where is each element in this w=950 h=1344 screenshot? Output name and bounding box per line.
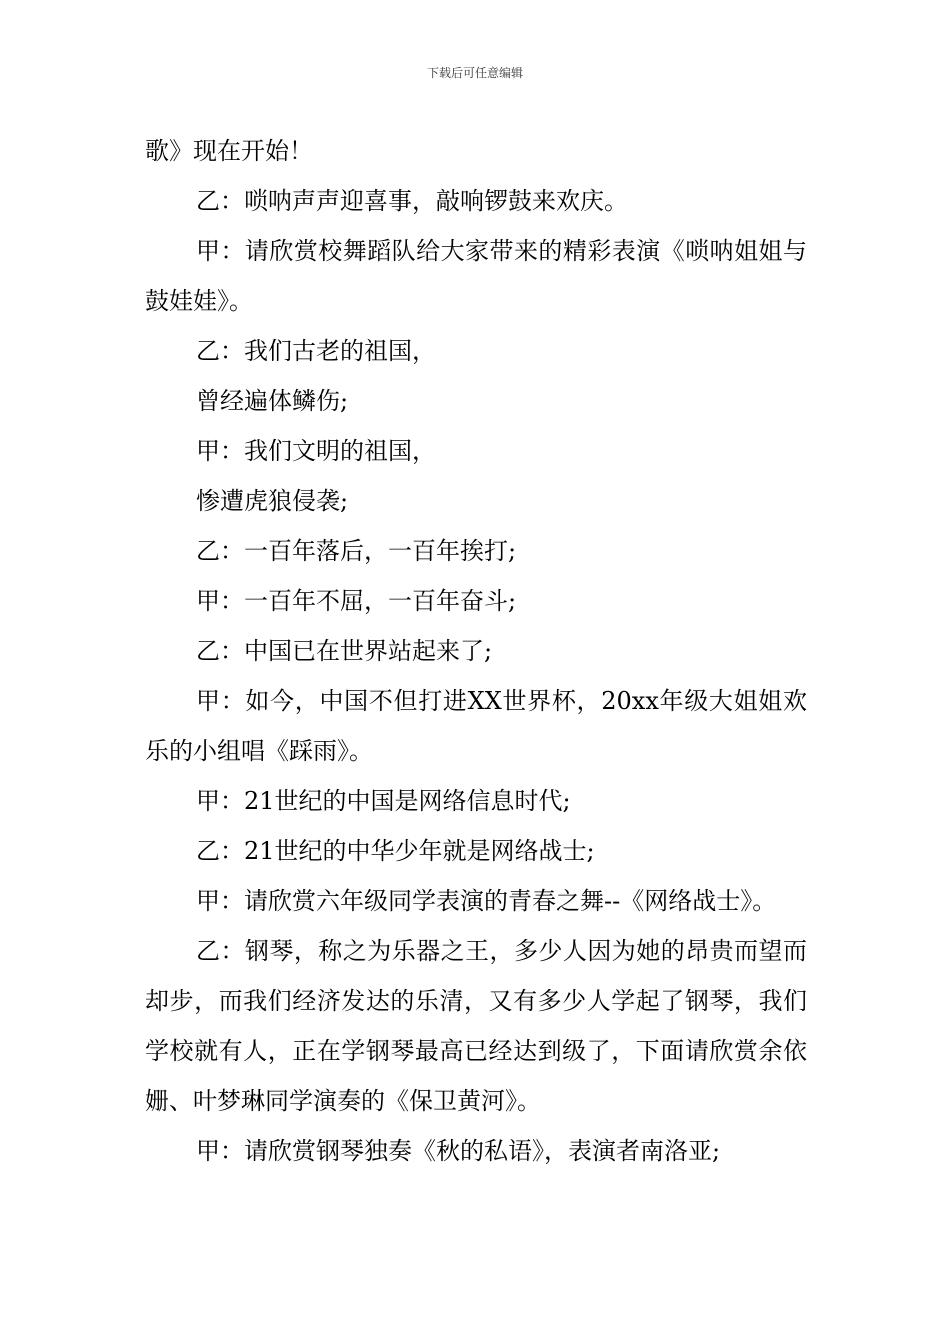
- paragraph-8: 乙：一百年落后，一百年挨打;: [196, 537, 517, 565]
- paragraph-16: 甲：请欣赏钢琴独奏《秋的私语》，表演者南洛亚;: [196, 1137, 721, 1165]
- paragraph-6: 甲：我们文明的祖国，: [196, 437, 436, 465]
- paragraph-3: 甲：请欣赏校舞蹈队给大家带来的精彩表演《唢呐姐姐与鼓娃娃》。: [145, 237, 807, 315]
- paragraph-13: 乙：21世纪的中华少年就是网络战士;: [196, 837, 595, 865]
- paragraph-4: 乙：我们古老的祖国，: [196, 337, 436, 365]
- paragraph-2: 乙：唢呐声声迎喜事，敲响锣鼓来欢庆。: [196, 187, 628, 215]
- paragraph-5: 曾经遍体鳞伤;: [196, 387, 349, 415]
- paragraph-10: 乙：中国已在世界站起来了;: [196, 637, 493, 665]
- paragraph-9: 甲：一百年不屈，一百年奋斗;: [196, 587, 517, 615]
- document-body: [145, 126, 807, 1176]
- paragraph-11: 甲：如今，中国不但打进XX世界杯，20xx年级大姐姐欢乐的小组唱《踩雨》。: [145, 687, 807, 765]
- paragraph-12: 甲：21世纪的中国是网络信息时代;: [196, 787, 571, 815]
- paragraph-14: 甲：请欣赏六年级同学表演的青春之舞--《网络战士》。: [196, 887, 777, 915]
- paragraph-7: 惨遭虎狼侵袭;: [196, 487, 349, 515]
- paragraph-15: 乙：钢琴，称之为乐器之王，多少人因为她的昂贵而望而却步，而我们经济发达的乐清，又有多少人学起了钢琴，我们学校就有人，正在学钢琴最高已经达到级了，下面请欣赏余依姗、叶梦琳同学演奏的《保卫黄河》。: [145, 937, 807, 1115]
- paragraph-1: 歌》现在开始！: [145, 137, 313, 165]
- page-header: 下载后可任意编辑: [426, 66, 523, 80]
